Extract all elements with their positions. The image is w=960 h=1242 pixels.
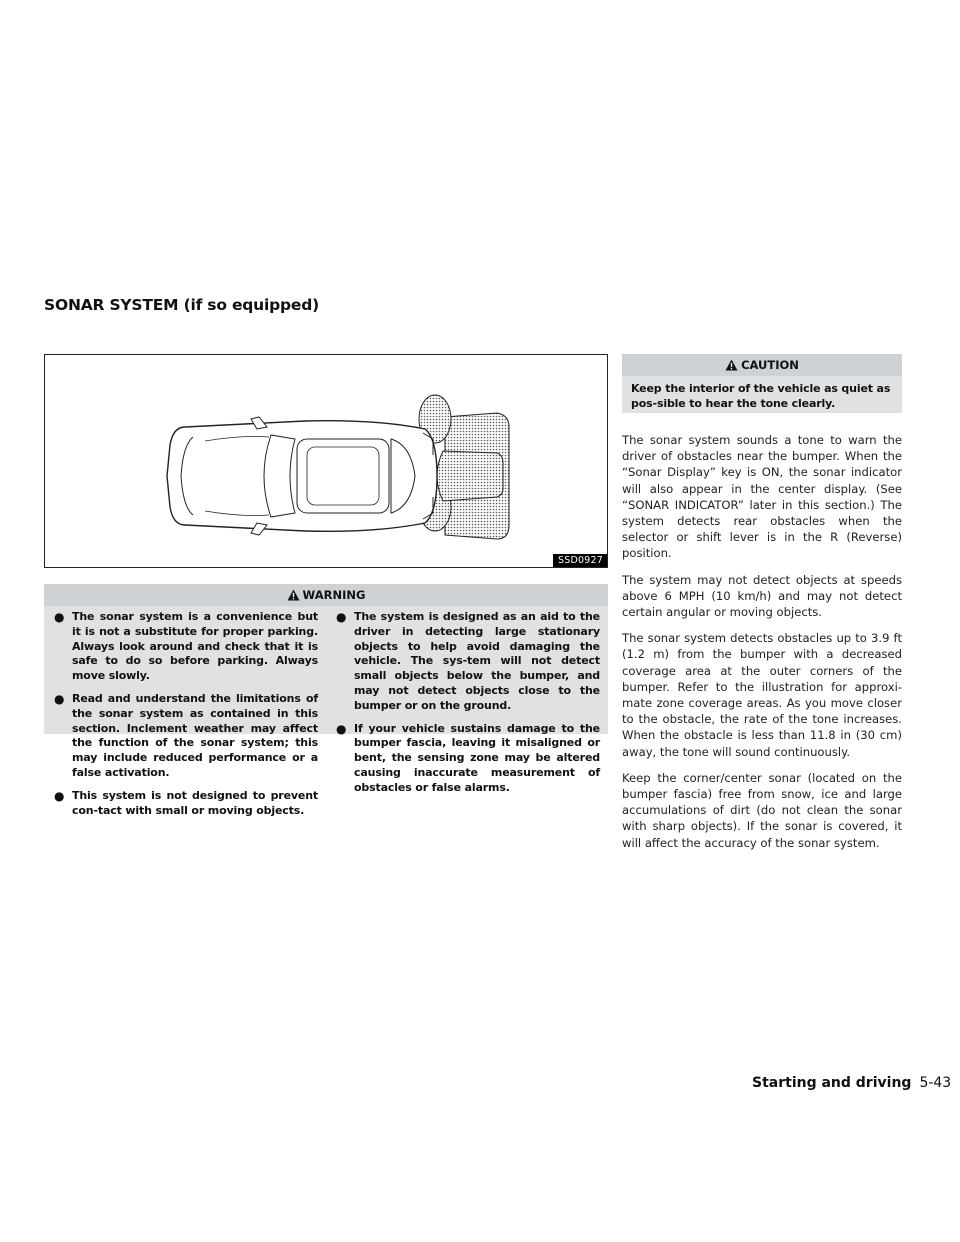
caution-text: Keep the interior of the vehicle as quiet as pos-sible to hear the tone clearly. (631, 382, 891, 410)
warning-item: ● The system is designed as an aid to the driver in detecting large stationary objects to help avoid damaging the vehicle. The sys-tem will not detect small objects below the bumper, and may not detect objects close to the bumper or on the ground. (336, 610, 600, 712)
caution-heading (622, 354, 902, 376)
warning-icon (287, 589, 300, 601)
warning-heading (44, 584, 608, 606)
warning-column-left (44, 610, 326, 826)
caution-box (622, 354, 902, 413)
warning-column-right (326, 610, 608, 826)
page-number: 5-43 (919, 1075, 952, 1091)
paragraph: The sonar system sounds a tone to warn the driver of obstacles near the bumper. When the “Sonar Display” key is ON, the sonar indicator will also appear in the center display. (See “SONAR INDICATOR” later in this section.) The system detects rear obstacles when the selector or shift lever is in the R (Reverse) position. (622, 433, 902, 561)
section-title: SONAR SYSTEM (if so equipped) (44, 296, 320, 314)
caution-icon (725, 359, 738, 371)
warning-item: ● The sonar system is a convenience but it is not a substitute for proper parking. Always look around and check that it is safe to do so before parking. Always move slowly. (54, 610, 318, 683)
warning-item: ● Read and understand the limitations of the sonar system as contained in this section. Inclement weather may affect the function of the sonar system; this may include reduced performance or a false activation. (54, 691, 318, 779)
sonar-illustration (44, 354, 608, 568)
warning-box (44, 584, 608, 817)
page-footer (752, 1075, 951, 1091)
paragraph: The sonar system detects obstacles up to 3.9 ft (1.2 m) from the bumper with a decreased coverage area at the outer corners of the bumper. Refer to the illustration for approxi-mate zone coverage areas. As you move closer to the obstacle, the rate of the tone increases. When the obstacle is less than 11.8 in (30 cm) away, the tone will sound continuously. (622, 631, 902, 759)
caution-heading-text: CAUTION (741, 358, 799, 372)
paragraph: Keep the corner/center sonar (located on the bumper fascia) free from snow, ice and large accumulations of dirt (do not clean the sonar with sharp objects). If the sonar is covered, it will affect the accuracy of the sonar system. (622, 770, 902, 850)
warning-item: ● This system is not designed to prevent con-tact with small or moving objects. (54, 788, 318, 817)
warning-heading-text: WARNING (302, 588, 366, 602)
footer-section: Starting and driving (752, 1075, 912, 1091)
figure-code: SSD0927 (553, 554, 607, 567)
paragraph: The system may not detect objects at speeds above 6 MPH (10 km/h) and may not detect certain angular or moving objects. (622, 572, 902, 620)
warning-item: ● If your vehicle sustains damage to the bumper fascia, leaving it misaligned or bent, the sensing zone may be altered causing inaccurate measurement of obstacles or false alarms. (336, 721, 600, 794)
body-text (622, 432, 902, 861)
car-top-view-sonar-zones-icon (45, 355, 609, 569)
